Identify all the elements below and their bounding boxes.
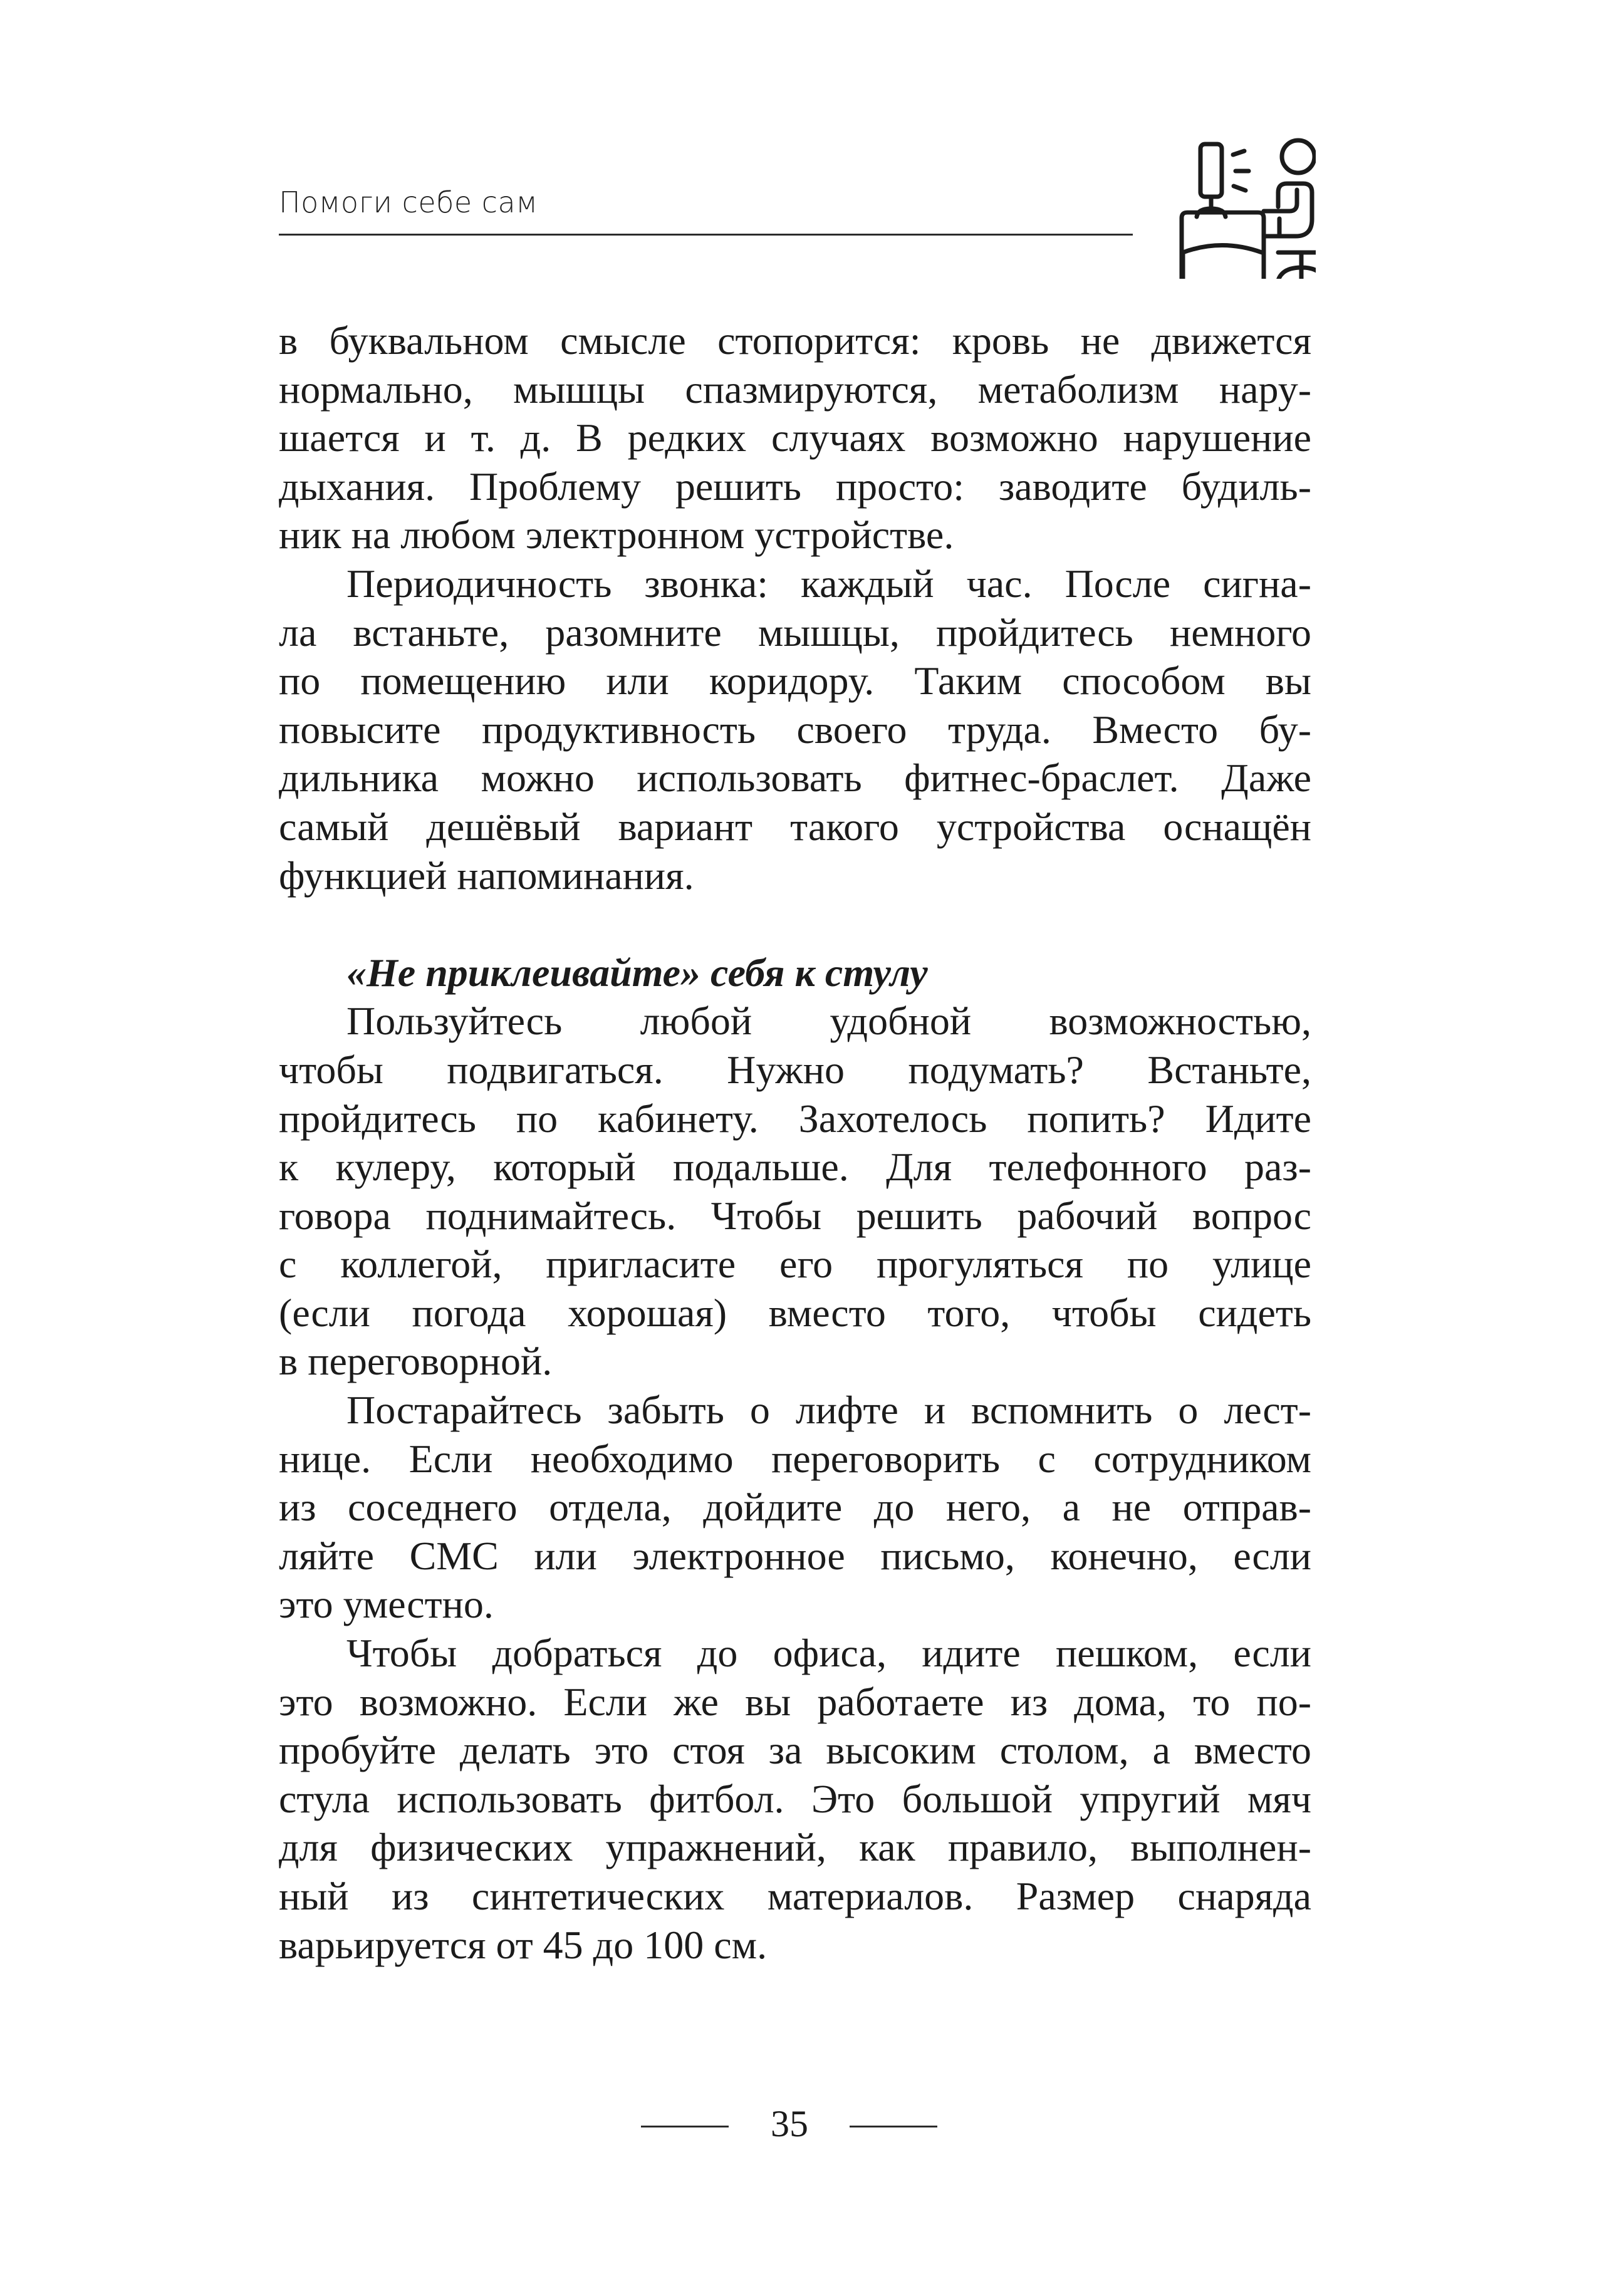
text-line: Периодичность звонка: каждый час. После сигна- bbox=[346, 561, 1311, 606]
text-line: по помещению или коридору. Таким способом вы bbox=[279, 658, 1311, 704]
text-line: дильника можно использовать фитнес-браслет. Даже bbox=[279, 756, 1311, 801]
text-line: стула использовать фитбол. Это большой упругий мяч bbox=[279, 1776, 1311, 1821]
text-line: пробуйте делать это стоя за высоким столом, а вместо bbox=[279, 1728, 1311, 1773]
text-line: Постарайтесь забыть о лифте и вспомнить о лест- bbox=[346, 1388, 1311, 1433]
paragraph-4 bbox=[279, 1386, 1311, 1629]
section-subheading: «Не приклеивайте» себя к стулу bbox=[346, 950, 928, 995]
text-line: варьируется от 45 до 100 см. bbox=[279, 1922, 768, 1967]
header-rule bbox=[279, 234, 1133, 236]
text-line: нице. Если необходимо переговорить с сотрудником bbox=[279, 1436, 1311, 1481]
text-line: пройдитесь по кабинету. Захотелось попить? Идите bbox=[279, 1096, 1311, 1141]
text-line: нормально, мышцы спазмируются, метаболизм нару- bbox=[279, 366, 1311, 412]
text-line: ный из синтетических материалов. Размер снаряда bbox=[279, 1874, 1311, 1918]
footer-rule-left bbox=[641, 2126, 729, 2127]
paragraph-1 bbox=[279, 316, 1311, 559]
text-line: функцией напоминания. bbox=[279, 853, 694, 898]
text-line: повысите продуктивность своего труда. Вместо бу- bbox=[279, 707, 1311, 752]
text-line: чтобы подвигаться. Нужно подумать? Встаньте, bbox=[279, 1047, 1311, 1092]
person-at-computer-desk-icon bbox=[1153, 116, 1316, 279]
text-line: это возможно. Если же вы работаете из дома, то по- bbox=[279, 1679, 1311, 1724]
text-line: дыхания. Проблему решить просто: заводите будиль- bbox=[279, 464, 1311, 509]
text-line: к кулеру, который подальше. Для телефонного раз- bbox=[279, 1145, 1311, 1190]
paragraph-5 bbox=[279, 1629, 1311, 1969]
text-line: для физических упражнений, как правило, выполнен- bbox=[279, 1825, 1311, 1870]
running-header-title: Помоги себе сам bbox=[279, 185, 538, 219]
text-line: Пользуйтесь любой удобной возможностью, bbox=[346, 999, 1311, 1044]
text-line: самый дешёвый вариант такого устройства оснащён bbox=[279, 804, 1311, 849]
text-line: говора поднимайтесь. Чтобы решить рабочий вопрос bbox=[279, 1193, 1311, 1238]
page-footer bbox=[0, 2102, 1624, 2152]
text-line: Чтобы добраться до офиса, идите пешком, если bbox=[346, 1631, 1311, 1676]
footer-rule-right bbox=[850, 2126, 937, 2127]
text-line: в переговорной. bbox=[279, 1339, 553, 1384]
text-line: ляйте СМС или электронное письмо, конечно, если bbox=[279, 1533, 1311, 1578]
text-line: с коллегой, пригласите его прогуляться по улице bbox=[279, 1242, 1311, 1287]
body-text bbox=[279, 316, 1311, 1969]
paragraph-3 bbox=[279, 997, 1311, 1386]
text-line: шается и т. д. В редких случаях возможно нарушение bbox=[279, 415, 1311, 460]
paragraph-2 bbox=[279, 559, 1311, 900]
page-number: 35 bbox=[771, 2103, 808, 2144]
text-line: в буквальном смысле стопорится: кровь не движется bbox=[279, 318, 1311, 363]
text-line: ла встаньте, разомните мышцы, пройдитесь немного bbox=[279, 610, 1311, 655]
text-line: это уместно. bbox=[279, 1582, 494, 1627]
text-line: (если погода хорошая) вместо того, чтобы сидеть bbox=[279, 1290, 1311, 1335]
text-line: ник на любом электронном устройстве. bbox=[279, 512, 954, 558]
text-line: из соседнего отдела, дойдите до него, а не отправ- bbox=[279, 1485, 1311, 1530]
